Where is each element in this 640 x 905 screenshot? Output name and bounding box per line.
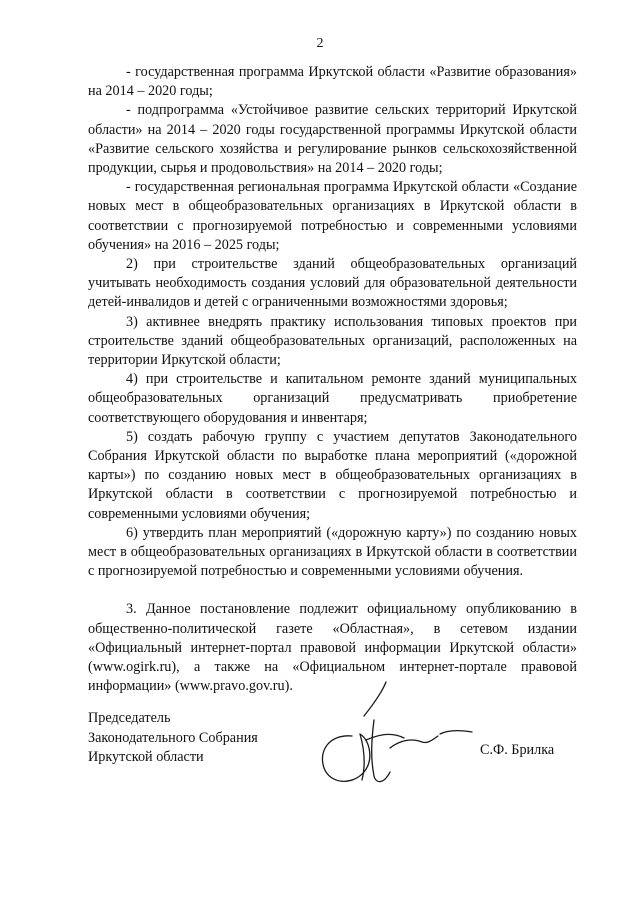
paragraph: 3. Данное постановление подлежит официальному опубликованию в общественно-политической газете «Областная», в сетевом издании «Официальный интернет-портал правовой информации Иркутской области» (www.ogirk.ru), а также на «Официальном интернет-портале правовой информации» (www.pravo.gov.ru). (88, 601, 577, 695)
signatory-title-line: Председатель (88, 710, 171, 726)
paragraph: - государственная региональная программа Иркутской области «Создание новых мест в общеобразовательных организациях в Иркутской области в соответствии с прогнозируемой потребностью и современными условиями обучения» на 2016 – 2025 годы; (88, 179, 577, 253)
paragraph: 3) активнее внедрять практику использования типовых проектов при строительстве зданий общеобразовательных организаций, расположенных на территории Иркутской области; (88, 313, 577, 369)
paragraph: 2) при строительстве зданий общеобразовательных организаций учитывать необходимость создания условий для образовательной деятельности детей-инвалидов и детей с ограниченными возможностями здоровья; (88, 256, 577, 311)
page-number: 2 (316, 36, 324, 51)
document-body (88, 63, 577, 697)
paragraph: - государственная программа Иркутской области «Развитие образования» на 2014 – 2020 годы; (88, 64, 577, 100)
paragraph: 5) создать рабочую группу с участием депутатов Законодательного Собрания Иркутской области по выработке плана мероприятий («дорожной карты») по созданию новых мест в общеобразовательных организациях в Иркутской области в соответствии с прогнозируемой потребностью и современными условиями обучения; (88, 428, 577, 522)
handwritten-signature (300, 676, 480, 796)
signatory-title (88, 709, 258, 768)
paragraph: 6) утвердить план мероприятий («дорожную карту») по созданию новых мест в общеобразовательных организациях в Иркутской области в соответствии с прогнозируемой потребностью и современными условиями обучения. (88, 524, 577, 580)
signatory-title-line: Законодательного Собрания (88, 729, 258, 746)
paragraph: - подпрограмма «Устойчивое развитие сельских территорий Иркутской области» на 2014 – 2020 годы государственной программы Иркутской области «Развитие сельского хозяйства и регулирование рынков сельскохозяйственной продукции, сырья и продовольствия» на 2014 – 2020 годы; (88, 102, 577, 177)
signatory-name: С.Ф. Брилка (480, 742, 555, 758)
paragraph: 4) при строительстве и капитальном ремонте зданий муниципальных общеобразовательных организаций предусматривать приобретение соответствующего оборудования и инвентаря; (88, 371, 577, 426)
signatory-title-line: Иркутской области (88, 749, 204, 765)
